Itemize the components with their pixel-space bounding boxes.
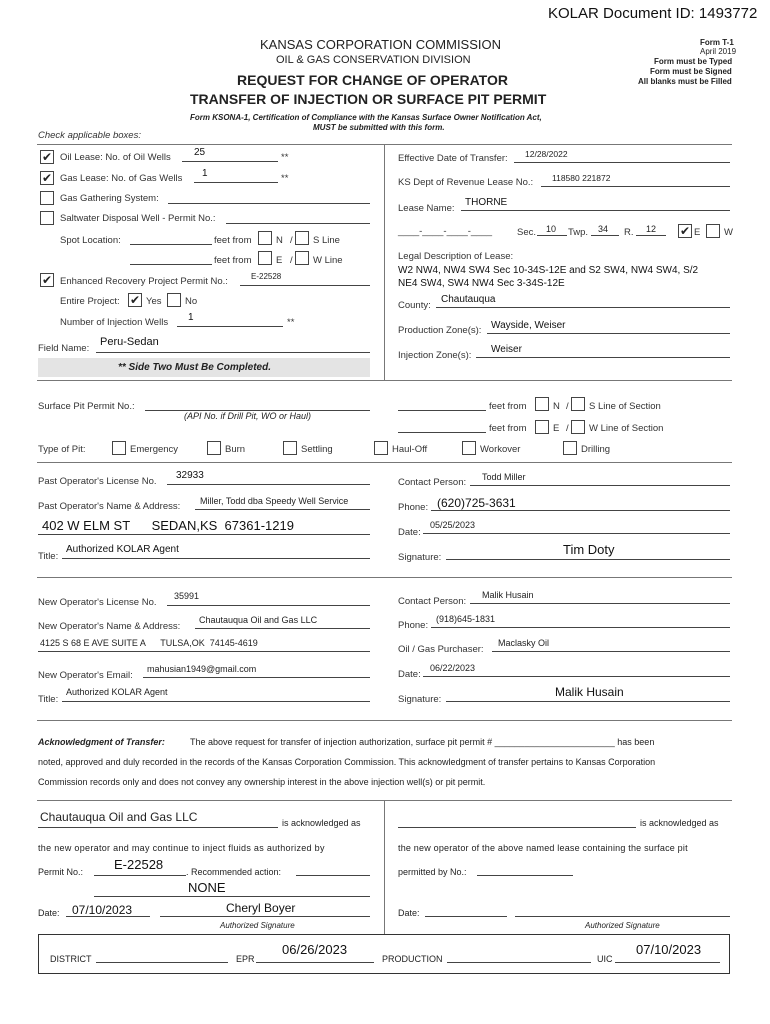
pit-w-checkbox[interactable]: [571, 420, 585, 434]
api-note: (API No. if Drill Pit, WO or Haul): [184, 411, 312, 421]
emergency-label: Emergency: [130, 444, 179, 455]
past-title-value[interactable]: Authorized KOLAR Agent: [66, 544, 179, 555]
ack-text-line-1: The above request for transfer of injection authorization, surface pit permit # ________________________ has been: [190, 737, 655, 747]
footer-uic-date[interactable]: 07/10/2023: [636, 942, 702, 957]
ack-recommended-value[interactable]: NONE: [188, 880, 226, 895]
past-date-label: Date:: [398, 527, 421, 538]
gas-wells-value[interactable]: 1: [202, 168, 208, 179]
oil-lease-label: Oil Lease: No. of Oil Wells: [60, 152, 171, 163]
w-label: W: [724, 227, 733, 238]
new-name-label: New Operator's Name & Address:: [38, 621, 181, 632]
new-date-value[interactable]: 06/22/2023: [430, 663, 476, 673]
past-name-label: Past Operator's Name & Address:: [38, 501, 181, 512]
commission-name: KANSAS CORPORATION COMMISSION: [260, 37, 502, 52]
divider: [37, 462, 732, 463]
ack-date-label: Date:: [38, 908, 60, 918]
burn-label: Burn: [225, 444, 246, 455]
purchaser-label: Oil / Gas Purchaser:: [398, 644, 484, 655]
s-line-label: S Line of Section: [589, 401, 661, 412]
pit-hauloff-checkbox[interactable]: [374, 441, 388, 455]
entire-project-yes-checkbox[interactable]: ✔: [129, 293, 141, 307]
spot-n-checkbox[interactable]: [258, 231, 272, 245]
new-signature-label: Signature:: [398, 694, 442, 705]
new-license-label: New Operator's License No.: [38, 597, 157, 608]
stars: **: [281, 152, 289, 163]
form-title-1: REQUEST FOR CHANGE OF OPERATOR: [237, 72, 508, 88]
new-phone-label: Phone:: [398, 620, 429, 631]
range-e-checkbox[interactable]: ✔: [679, 224, 691, 238]
field-name-label: Field Name:: [38, 343, 90, 354]
ack-recommended-label: . Recommended action:: [186, 867, 282, 877]
divider: [37, 380, 732, 381]
gas-lease-label: Gas Lease: No. of Gas Wells: [60, 173, 183, 184]
form-subtitle-1: Form KSONA-1, Certification of Compliance with the Kansas Surface Owner Notification Act,: [190, 113, 542, 122]
legal-description-label: Legal Description of Lease:: [398, 251, 514, 262]
type-of-pit-label: Type of Pit:: [38, 444, 86, 455]
pit-emergency-checkbox[interactable]: [112, 441, 126, 455]
enhanced-recovery-checkbox[interactable]: ✔: [41, 273, 53, 287]
ack-permitted-by-label: permitted by No.:: [398, 867, 467, 877]
ack-date-value[interactable]: 07/10/2023: [72, 903, 133, 917]
form-title-2: TRANSFER OF INJECTION OR SURFACE PIT PERMIT: [190, 91, 547, 107]
new-email-value[interactable]: mahusian1949@gmail.com: [147, 664, 257, 674]
new-title-label: Title:: [38, 694, 59, 705]
spot-w-checkbox[interactable]: [295, 251, 309, 265]
location-quarters: ____-____-____-____: [398, 226, 493, 237]
past-contact-value[interactable]: Todd Miller: [482, 472, 526, 482]
past-phone-value[interactable]: (620)725-3631: [437, 496, 516, 510]
stars: **: [287, 317, 295, 328]
ack-title: Acknowledgment of Transfer:: [38, 737, 165, 747]
past-signature-value[interactable]: Tim Doty: [563, 542, 615, 557]
w-line-label: W Line of Section: [589, 423, 664, 434]
ack-permit-label: Permit No.:: [38, 867, 84, 877]
e-label: E: [276, 255, 283, 266]
pit-n-checkbox[interactable]: [535, 397, 549, 411]
side-two-note: ** Side Two Must Be Completed.: [118, 362, 271, 373]
effective-date-value[interactable]: 12/28/2022: [525, 149, 568, 159]
spot-location-label: Spot Location:: [60, 235, 121, 246]
form-subtitle-2: MUST be submitted with this form.: [313, 123, 445, 132]
num-injection-wells-label: Number of Injection Wells: [60, 317, 169, 328]
production-zone-value[interactable]: Wayside, Weiser: [491, 320, 566, 331]
county-value[interactable]: Chautauqua: [441, 294, 496, 305]
ack-permit-value[interactable]: E-22528: [114, 857, 164, 872]
gas-gathering-checkbox[interactable]: [40, 191, 54, 205]
ks-dept-lease-label: KS Dept of Revenue Lease No.:: [398, 177, 534, 188]
document-id: KOLAR Document ID: 1493772: [548, 5, 758, 22]
oil-wells-value[interactable]: 25: [194, 147, 206, 158]
past-name-value[interactable]: Miller, Todd dba Speedy Well Service: [200, 496, 349, 506]
slash: /: [290, 255, 293, 266]
form-number: Form T-1: [700, 38, 734, 47]
slash: /: [566, 401, 569, 412]
purchaser-value[interactable]: Maclasky Oil: [498, 638, 550, 648]
e-label: E: [553, 423, 560, 434]
past-license-value[interactable]: 32933: [176, 470, 204, 481]
range-w-checkbox[interactable]: [706, 224, 720, 238]
division-name: OIL & GAS CONSERVATION DIVISION: [276, 54, 471, 66]
saltwater-label: Saltwater Disposal Well - Permit No.:: [60, 213, 216, 224]
num-injection-wells-value[interactable]: 1: [188, 312, 194, 323]
enhanced-recovery-value[interactable]: E-22528: [251, 272, 282, 281]
ks-dept-lease-value[interactable]: 118580 221872: [552, 173, 611, 183]
ack-right-text: the new operator of the above named lease containing the surface pit: [398, 843, 688, 853]
feet-from-label: feet from: [489, 423, 527, 434]
workover-label: Workover: [480, 444, 521, 455]
new-license-value[interactable]: 35991: [174, 591, 200, 601]
ack-left-text: the new operator and may continue to inject fluids as authorized by: [38, 843, 325, 853]
gas-gathering-label: Gas Gathering System:: [60, 193, 159, 204]
pit-e-checkbox[interactable]: [535, 420, 549, 434]
n-label: N: [276, 235, 283, 246]
ack-is-acknowledged-label: is acknowledged as: [282, 818, 361, 828]
footer-epr-label: EPR: [236, 954, 255, 964]
spot-s-checkbox[interactable]: [295, 231, 309, 245]
enhanced-recovery-label: Enhanced Recovery Project Permit No.:: [60, 276, 228, 287]
column-divider: [384, 144, 385, 380]
new-title-value[interactable]: Authorized KOLAR Agent: [66, 687, 168, 697]
pit-drilling-checkbox[interactable]: [563, 441, 577, 455]
column-divider: [384, 800, 385, 934]
footer-epr-date[interactable]: 06/26/2023: [282, 942, 348, 957]
pit-settling-checkbox[interactable]: [283, 441, 297, 455]
past-contact-label: Contact Person:: [398, 477, 467, 488]
ack-company-value[interactable]: Chautauqua Oil and Gas LLC: [40, 810, 198, 824]
ack-right-date-label: Date:: [398, 908, 420, 918]
feet-from-label: feet from: [214, 255, 252, 266]
new-phone-value[interactable]: (918)645-1831: [436, 614, 496, 624]
feet-from-label: feet from: [489, 401, 527, 412]
oil-lease-checkbox[interactable]: ✔: [41, 150, 53, 164]
no-label: No: [185, 296, 198, 307]
ack-text-line-2: noted, approved and duly recorded in the records of the Kansas Corporation Commission. This acknowledgment of transfer pertains to Kansas Corporation: [38, 757, 656, 767]
twp-value[interactable]: 34: [598, 224, 609, 234]
feet-from-label: feet from: [214, 235, 252, 246]
sec-label: Sec.: [517, 227, 537, 238]
county-label: County:: [398, 300, 431, 311]
entire-project-no-checkbox[interactable]: [167, 293, 181, 307]
past-phone-label: Phone:: [398, 502, 429, 513]
divider: [37, 720, 732, 721]
footer-district-label: DISTRICT: [50, 954, 92, 964]
settling-label: Settling: [301, 444, 333, 455]
r-value[interactable]: 12: [646, 224, 657, 234]
field-name-value[interactable]: Peru-Sedan: [100, 336, 159, 348]
sec-value[interactable]: 10: [546, 224, 557, 234]
pit-workover-checkbox[interactable]: [462, 441, 476, 455]
e-label: E: [694, 227, 701, 238]
saltwater-checkbox[interactable]: [40, 211, 54, 225]
pit-s-checkbox[interactable]: [571, 397, 585, 411]
effective-date-label: Effective Date of Transfer:: [398, 153, 508, 164]
drilling-label: Drilling: [581, 444, 611, 455]
form-requirement-typed: Form must be Typed: [654, 57, 733, 66]
n-label: N: [553, 401, 560, 412]
new-date-label: Date:: [398, 669, 421, 680]
lease-name-label: Lease Name:: [398, 203, 455, 214]
hauloff-label: Haul-Off: [392, 444, 428, 455]
new-contact-value[interactable]: Malik Husain: [482, 590, 534, 600]
past-title-label: Title:: [38, 551, 59, 562]
pit-burn-checkbox[interactable]: [207, 441, 221, 455]
form-requirement-filled: All blanks must be Filled: [638, 77, 732, 86]
new-email-label: New Operator's Email:: [38, 670, 133, 681]
check-applicable-label: Check applicable boxes:: [38, 130, 141, 141]
entire-project-label: Entire Project:: [60, 296, 120, 307]
ack-right-is-acknowledged-label: is acknowledged as: [640, 818, 719, 828]
injection-zone-value[interactable]: Weiser: [491, 344, 522, 355]
yes-label: Yes: [146, 296, 162, 307]
injection-zone-label: Injection Zone(s):: [398, 350, 472, 361]
lease-name-value[interactable]: THORNE: [465, 197, 508, 208]
new-contact-label: Contact Person:: [398, 596, 467, 607]
new-name-value[interactable]: Chautauqua Oil and Gas LLC: [199, 615, 318, 625]
past-license-label: Past Operator's License No.: [38, 476, 157, 487]
w-line-label: W Line: [313, 255, 343, 266]
r-label: R.: [624, 227, 634, 238]
legal-description-line-1[interactable]: W2 NW4, NW4 SW4 Sec 10-34S-12E and S2 SW4, NW4 SW4, S/2: [398, 265, 699, 276]
ack-text-line-3: Commission records only and does not convey any ownership interest in the above injection well(s) or pit permit.: [38, 777, 486, 787]
s-line-label: S Line: [313, 235, 340, 246]
stars: **: [281, 173, 289, 184]
past-address-value[interactable]: 402 W ELM ST SEDAN,KS 67361-1219: [42, 518, 294, 533]
form-date: April 2019: [700, 47, 737, 56]
ack-authorized-signature-label: Authorized Signature: [220, 921, 295, 930]
twp-label: Twp.: [568, 227, 589, 238]
new-signature-value[interactable]: Malik Husain: [555, 685, 624, 699]
footer-uic-label: UIC: [597, 954, 613, 964]
past-date-value[interactable]: 05/25/2023: [430, 520, 476, 530]
form-requirement-signed: Form must be Signed: [650, 67, 732, 76]
legal-description-line-2[interactable]: NE4 SW4, SW4 NW4 Sec 3-34S-12E: [398, 278, 565, 289]
past-signature-label: Signature:: [398, 552, 442, 563]
slash: /: [290, 235, 293, 246]
ack-signer-value[interactable]: Cheryl Boyer: [226, 901, 296, 915]
spot-e-checkbox[interactable]: [258, 251, 272, 265]
ack-right-authorized-signature-label: Authorized Signature: [585, 921, 660, 930]
new-address-value[interactable]: 4125 S 68 E AVE SUITE A TULSA,OK 74145-4619: [40, 638, 258, 648]
footer-production-label: PRODUCTION: [382, 954, 443, 964]
gas-lease-checkbox[interactable]: ✔: [41, 171, 53, 185]
surface-pit-permit-label: Surface Pit Permit No.:: [38, 401, 135, 412]
production-zone-label: Production Zone(s):: [398, 325, 482, 336]
divider: [37, 577, 732, 578]
slash: /: [566, 423, 569, 434]
